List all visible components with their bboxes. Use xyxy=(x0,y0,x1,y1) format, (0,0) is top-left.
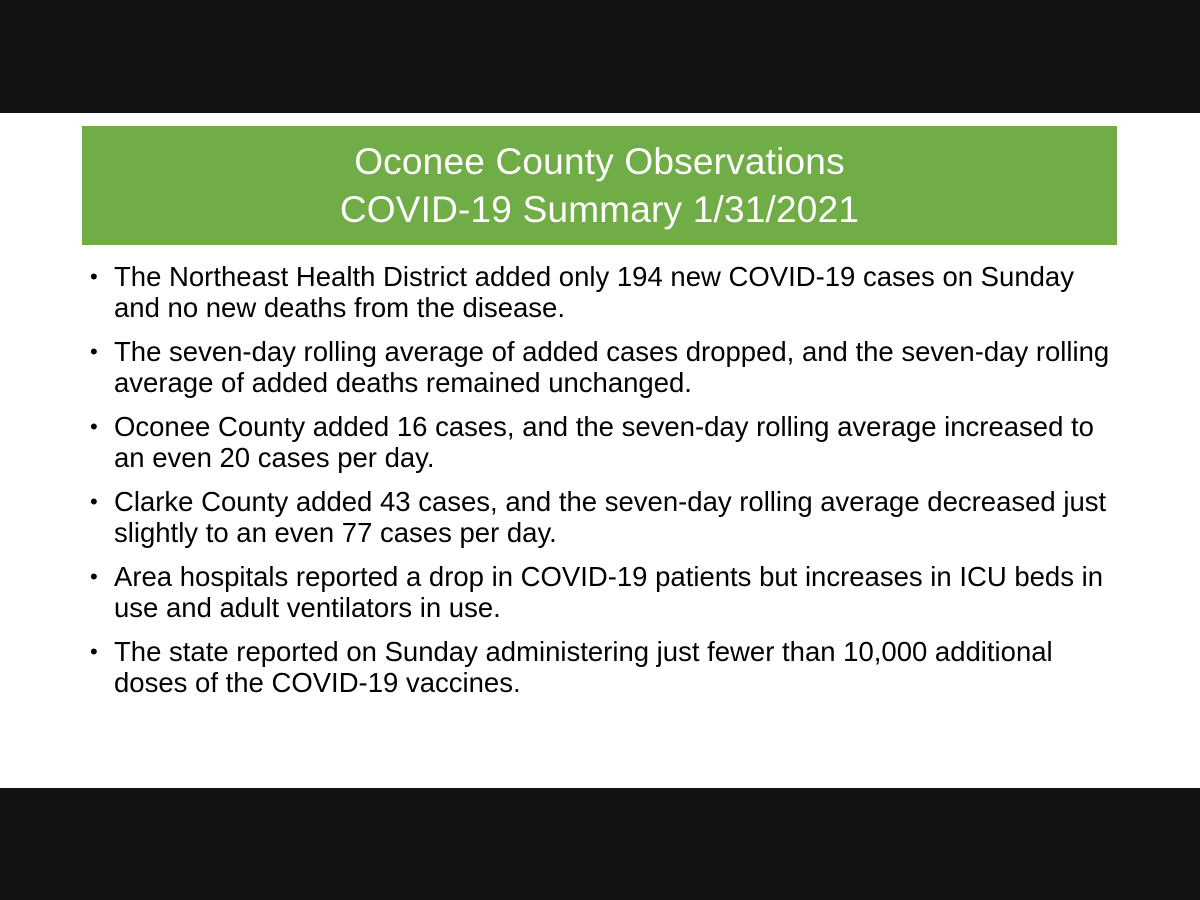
bullet-marker: • xyxy=(90,564,98,589)
bullet-text: The state reported on Sunday administering just fewer than 10,000 additional doses of the COVID-19 vaccines. xyxy=(114,636,1053,698)
bullet-text: Oconee County added 16 cases, and the seven-day rolling average increased to an even 20 cases per day. xyxy=(114,411,1094,473)
bullet-list xyxy=(88,261,1118,711)
slide-title-line-2: COVID-19 Summary 1/31/2021 xyxy=(339,188,860,230)
bullet-text: The Northeast Health District added only 194 new COVID-19 cases on Sunday and no new deaths from the disease. xyxy=(114,261,1074,323)
letterbox-top xyxy=(0,0,1200,113)
bullet-marker: • xyxy=(90,264,98,289)
bullet-item xyxy=(88,336,1118,398)
bullet-item xyxy=(88,486,1118,548)
bullet-marker: • xyxy=(90,489,98,514)
bullet-text: The seven-day rolling average of added cases dropped, and the seven-day rolling average of added deaths remained unchanged. xyxy=(114,336,1110,398)
letterbox-bottom xyxy=(0,788,1200,900)
bullet-text: Area hospitals reported a drop in COVID-19 patients but increases in ICU beds in use and adult ventilators in use. xyxy=(114,561,1103,623)
bullet-text: Clarke County added 43 cases, and the seven-day rolling average decreased just slightly to an even 77 cases per day. xyxy=(114,486,1107,548)
slide xyxy=(0,113,1200,788)
bullet-marker: • xyxy=(90,414,98,439)
bullet-item xyxy=(88,261,1118,323)
bullet-marker: • xyxy=(90,639,98,664)
bullet-item xyxy=(88,561,1118,623)
bullet-marker: • xyxy=(90,339,98,364)
title-banner xyxy=(82,126,1117,245)
bullet-item xyxy=(88,411,1118,473)
slide-title-line-1: Oconee County Observations xyxy=(354,140,845,182)
bullet-item xyxy=(88,636,1118,698)
